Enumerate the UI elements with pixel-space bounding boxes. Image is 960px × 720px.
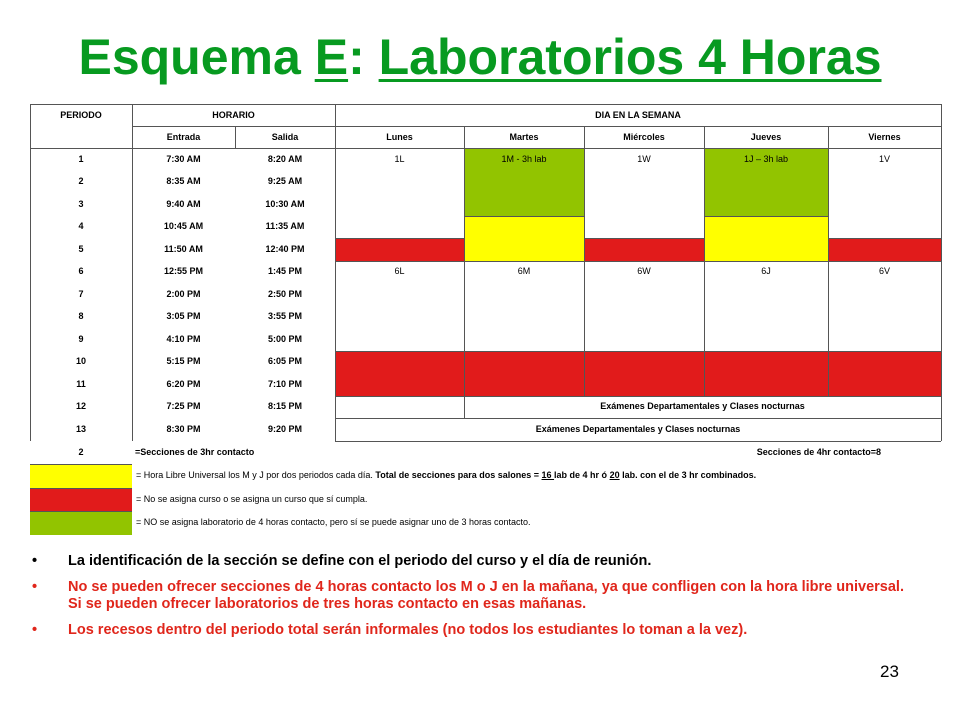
entrada-cell: 7:30 AM <box>166 153 201 164</box>
section-code-morning: 1V <box>878 153 890 164</box>
periodo-cell: 4 <box>78 221 84 232</box>
legend-yellow-part: lab de 4 hr ó <box>554 470 610 481</box>
bullet-text: La identificación de la sección se define con el periodo del curso y el día de reunión. <box>68 553 652 569</box>
bullet-text: Los recesos dentro del periodo total serán informales (no todos los estudiantes lo toman a la vez). <box>68 622 748 638</box>
exam-label-row13: Exámenes Departamentales y Clases nocturnas <box>535 423 741 434</box>
bullet-marker: • <box>32 622 38 638</box>
salida-cell: 7:10 PM <box>267 378 302 389</box>
legend-yellow-part: lab. con el de 3 hr combinados. <box>619 470 757 481</box>
col-border <box>235 126 236 148</box>
summary-divider <box>30 488 132 489</box>
header-periodo: PERIODO <box>60 109 102 120</box>
col-border <box>704 148 705 396</box>
salida-cell: 11:35 AM <box>265 221 305 232</box>
salida-cell: 9:25 AM <box>267 176 303 187</box>
periodo-cell: 3 <box>78 198 84 209</box>
col-border <box>828 126 829 148</box>
row-border <box>828 238 941 239</box>
table-top-border <box>30 104 941 105</box>
salida-cell: 9:20 PM <box>267 423 302 434</box>
header-day: Lunes <box>386 131 413 142</box>
col-border <box>941 104 942 441</box>
entrada-cell: 11:50 AM <box>164 243 203 254</box>
salida-cell: 3:55 PM <box>267 311 302 322</box>
periodo-cell: 2 <box>78 176 84 187</box>
periodo-cell: 5 <box>78 243 84 254</box>
entrada-cell: 4:10 PM <box>166 333 201 344</box>
title-part-3: : <box>348 29 379 85</box>
header-salida: Salida <box>271 131 299 142</box>
section-code-afternoon: 6J <box>761 266 771 277</box>
entrada-cell: 5:15 PM <box>166 356 201 367</box>
header-bottom-border <box>30 148 941 149</box>
yellow-block-martes <box>464 216 584 261</box>
bullet-marker: • <box>32 553 38 569</box>
periodo-cell: 9 <box>78 333 84 344</box>
entrada-cell: 7:25 PM <box>166 401 201 412</box>
periodo-cell: 6 <box>78 266 84 277</box>
col-border <box>335 104 336 441</box>
entrada-cell: 10:45 AM <box>163 221 204 232</box>
col-border <box>464 148 465 418</box>
section-code-morning: 1L <box>394 153 405 164</box>
row-border <box>704 216 828 217</box>
label-3hr: =Secciones de 3hr contacto <box>135 446 255 457</box>
red-block-evening <box>704 351 828 396</box>
red-block-evening <box>828 351 941 396</box>
header-dia-semana: DIA EN LA SEMANA <box>595 109 681 120</box>
bullet-marker: • <box>32 579 38 595</box>
salida-cell: 5:00 PM <box>267 333 302 344</box>
bullet-item <box>32 579 904 613</box>
salida-cell: 12:40 PM <box>265 243 305 254</box>
legend-yellow-part: = Hora Libre Universal los M y J por dos periodos cada día. <box>136 470 376 481</box>
count-4hr: 8 <box>875 446 881 457</box>
header-day: Viernes <box>868 131 901 142</box>
summary-divider <box>30 511 132 512</box>
periodo-cell: 7 <box>78 288 84 299</box>
title-part-4: Laboratorios 4 Horas <box>378 29 882 85</box>
row-border <box>584 238 704 239</box>
table-body-bottom <box>335 441 941 442</box>
schedule-table <box>30 104 941 535</box>
page-title <box>0 28 960 86</box>
legend-swatch-red <box>30 488 132 512</box>
red-block-row5-lunes <box>335 238 464 261</box>
header-day: Martes <box>509 131 539 142</box>
red-block-row5-miercoles <box>584 238 704 261</box>
page-number: 23 <box>880 662 899 681</box>
section-code-afternoon: 6V <box>878 266 890 277</box>
title-part-2: E <box>314 29 349 85</box>
salida-cell: 6:05 PM <box>267 356 302 367</box>
col-border <box>584 148 585 396</box>
entrada-cell: 6:20 PM <box>166 378 201 389</box>
periodo-cell: 8 <box>78 311 84 322</box>
label-4hr: Secciones de 4hr contacto= <box>756 446 876 457</box>
entrada-cell: 2:00 PM <box>166 288 201 299</box>
bullet-item <box>32 553 904 570</box>
legend-red-text: = No se asigna curso o se asigna un curso que sí cumpla. <box>136 493 368 504</box>
entrada-cell: 8:35 AM <box>166 176 201 187</box>
yellow-block-jueves <box>704 216 828 261</box>
header-entrada: Entrada <box>166 131 201 142</box>
periodo-cell: 13 <box>75 423 86 434</box>
col-border <box>704 126 705 148</box>
bullet-item <box>32 622 904 639</box>
col-border <box>828 148 829 396</box>
salida-cell: 8:15 PM <box>267 401 302 412</box>
entrada-cell: 12:55 PM <box>163 266 204 277</box>
bullet-list <box>32 553 904 648</box>
legend-green-text: = NO se asigna laboratorio de 4 horas contacto, pero sí se puede asignar uno de 3 horas contacto. <box>136 517 531 528</box>
row-border <box>335 238 464 239</box>
red-block-row5-viernes <box>828 238 941 261</box>
red-block-evening <box>464 351 584 396</box>
section-code-afternoon: 6W <box>637 266 651 277</box>
section-code-afternoon: 6M <box>517 266 531 277</box>
periodo-cell: 1 <box>78 153 84 164</box>
legend-yellow-part: 20 <box>609 470 620 481</box>
section-code-morning: 1J – 3h lab <box>743 153 789 164</box>
col-border <box>584 126 585 148</box>
col-border <box>30 104 31 441</box>
salida-cell: 2:50 PM <box>267 288 302 299</box>
legend-yellow-text <box>132 464 932 488</box>
entrada-cell: 9:40 AM <box>166 198 201 209</box>
salida-cell: 8:20 AM <box>267 153 303 164</box>
exam-label-row12: Exámenes Departamentales y Clases nocturnas <box>600 401 805 412</box>
header-day: Miércoles <box>623 131 665 142</box>
col-border <box>132 104 133 441</box>
section-code-afternoon: 6L <box>394 266 405 277</box>
red-block-evening <box>335 351 464 396</box>
row-border <box>464 216 584 217</box>
section-code-morning: 1M - 3h lab <box>501 153 547 164</box>
legend-yellow-part: Total de secciones para dos salones = <box>375 470 542 481</box>
entrada-cell: 3:05 PM <box>166 311 201 322</box>
title-part-1: Esquema <box>78 29 315 85</box>
summary-divider <box>30 464 132 465</box>
legend-swatch-green <box>30 511 132 535</box>
row-border <box>335 396 941 397</box>
count-3hr: 2 <box>78 446 84 457</box>
section-code-morning: 1W <box>637 153 651 164</box>
periodo-cell: 10 <box>75 356 86 367</box>
header-horario: HORARIO <box>212 109 255 120</box>
row-border <box>335 261 941 262</box>
periodo-cell: 12 <box>75 401 86 412</box>
header-row-divider <box>132 126 941 127</box>
row-border <box>335 418 941 419</box>
legend-swatch-yellow <box>30 464 132 488</box>
red-block-evening <box>584 351 704 396</box>
periodo-cell: 11 <box>76 378 86 389</box>
legend-yellow-part: 16 <box>541 470 555 481</box>
salida-cell: 1:45 PM <box>267 266 302 277</box>
salida-cell: 10:30 AM <box>265 198 305 209</box>
entrada-cell: 8:30 PM <box>166 423 201 434</box>
row-border <box>335 351 941 352</box>
bullet-text: No se pueden ofrecer secciones de 4 horas contacto los M o J en la mañana, ya que confligen con la hora libre universal. Si se pueden ofrecer laboratorios de tres horas contacto en esas mañanas. <box>68 579 904 612</box>
col-border <box>464 126 465 148</box>
header-day: Jueves <box>750 131 782 142</box>
